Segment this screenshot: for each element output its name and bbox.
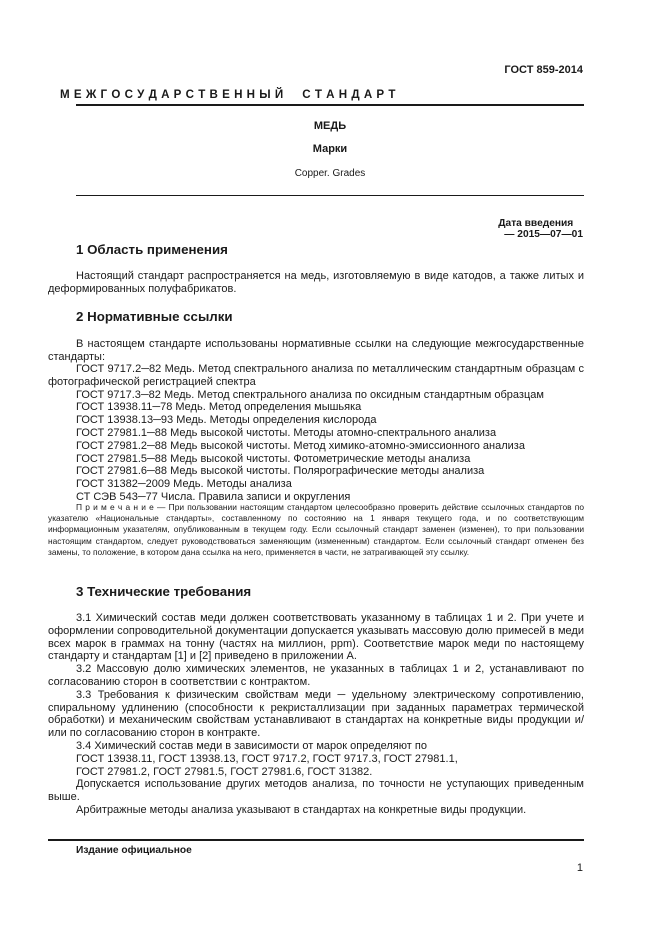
title-rule xyxy=(76,195,584,196)
clause-3-4-arbitration: Арбитражные методы анализа указывают в стандартах на конкретные виды продукции. xyxy=(76,803,527,816)
note-text: При пользовании настоящим стандартом целесообразно проверить действие ссылочных стандартов по указателю «Национальные стандарты», составленному по состоянию на 1 января текущего года, и по соответствующим информационным указателям, опубликованным в текущем году. Если ссылочный стандарт заменен (изменен), то при пользовании настоящим стандартом, следует руководствоваться заменяющим (измененным) стандартом. Если ссылочный стандарт отменен без замены, то положение, в котором дана ссылка на него, применяется в части, не затрагивающей эту ссылку. xyxy=(48,502,584,557)
reference-item: ГОСТ 27981.2─88 Медь высокой чистоты. Метод химико-атомно-эмиссионного анализа xyxy=(76,439,525,452)
official-edition-label: Издание официальное xyxy=(76,845,192,856)
standard-banner: М Е Ж Г О С У Д А Р С Т В Е Н Н Ы Й С Т А Н Д А Р Т xyxy=(60,88,396,101)
english-title: Copper. Grades xyxy=(294,168,366,179)
document-subtitle: Марки xyxy=(312,143,348,155)
references-note xyxy=(48,502,584,558)
reference-item: ГОСТ 13938.13─93 Медь. Методы определения кислорода xyxy=(76,414,377,427)
document-title: МЕДЬ xyxy=(313,120,347,132)
reference-list xyxy=(48,363,584,504)
note-label: П р и м е ч а н и е — xyxy=(76,502,166,512)
clause-3-4: 3.4 Химический состав меди в зависимости от марок определяют по xyxy=(76,739,427,752)
clause-3-2: 3.2 Массовую долю химических элементов, не указанных в таблицах 1 и 2, устанавливают по согласованию сторон в соответствии с контрактом. xyxy=(48,663,584,688)
reference-item: ГОСТ 27981.5─88 Медь высокой чистоты. Фотометрические методы анализа xyxy=(76,452,471,465)
reference-item: ГОСТ 13938.11─78 Медь. Метод определения мышьяка xyxy=(76,401,362,414)
reference-item: ГОСТ 9717.3─82 Медь. Метод спектрального анализа по оксидным стандартным образцам xyxy=(76,388,544,401)
clause-3-4-standards: ГОСТ 27981.2, ГОСТ 27981.5, ГОСТ 27981.6, ГОСТ 31382. xyxy=(76,765,373,778)
section-2-intro: В настоящем стандарте использованы нормативные ссылки на следующие межгосударственные стандарты: xyxy=(48,338,584,363)
header-rule xyxy=(76,104,584,106)
reference-item: ГОСТ 27981.1─88 Медь высокой чистоты. Методы атомно-спектрального анализа xyxy=(76,426,497,439)
section-3-heading: 3 Технические требования xyxy=(76,584,252,599)
introduction-date-label: Дата введения xyxy=(498,218,574,229)
clause-3-4-standards: ГОСТ 13938.11, ГОСТ 13938.13, ГОСТ 9717.2, ГОСТ 9717.3, ГОСТ 27981.1, xyxy=(76,752,458,765)
reference-item: ГОСТ 31382─2009 Медь. Методы анализа xyxy=(76,478,292,491)
section-1-paragraph: Настоящий стандарт распространяется на медь, изготовляемую в виде катодов, а также литых и деформированных полуфабрикатов. xyxy=(48,270,584,295)
section-3-body xyxy=(48,612,584,817)
introduction-date-value: — 2015—07—01 xyxy=(504,229,583,240)
page-number: 1 xyxy=(576,862,583,874)
clause-3-1: 3.1 Химический состав меди должен соответствовать указанному в таблицах 1 и 2. При учете и оформлении сопроводительной документации допускается указывать массовую долю примесей в меди всех марок в граммах на тонну (частях на миллион, ppm). Соответствие марок меди по настоящему стандарту и стандартам [1] и [2] приведено в приложении А. xyxy=(48,612,584,663)
introduction-date xyxy=(493,207,583,240)
document-id: ГОСТ 859-2014 xyxy=(504,64,583,76)
clause-3-3: 3.3 Требования к физическим свойствам меди ─ удельному электрическому сопротивлению, спиральному удлинению (способности к рекристаллизации при заданных параметрах термической обработки) и механическим свойствам устанавливают в стандартах на конкретные виды продукции и/или по согласованию сторон в контракте. xyxy=(48,688,584,740)
clause-3-4-other-methods: Допускается использование других методов анализа, по точности не уступающих приведенным выше. xyxy=(48,778,584,804)
section-2-heading: 2 Нормативные ссылки xyxy=(76,309,233,324)
footer-rule xyxy=(48,839,584,841)
section-1-heading: 1 Область применения xyxy=(76,242,228,257)
reference-item: ГОСТ 9717.2─82 Медь. Метод спектрального анализа по металлическим стандартным образцам с фотографической регистрацией спектра xyxy=(48,363,584,388)
reference-item: СТ СЭВ 543─77 Числа. Правила записи и округления xyxy=(76,490,351,503)
reference-item: ГОСТ 27981.6─88 Медь высокой чистоты. Полярографические методы анализа xyxy=(76,465,485,478)
